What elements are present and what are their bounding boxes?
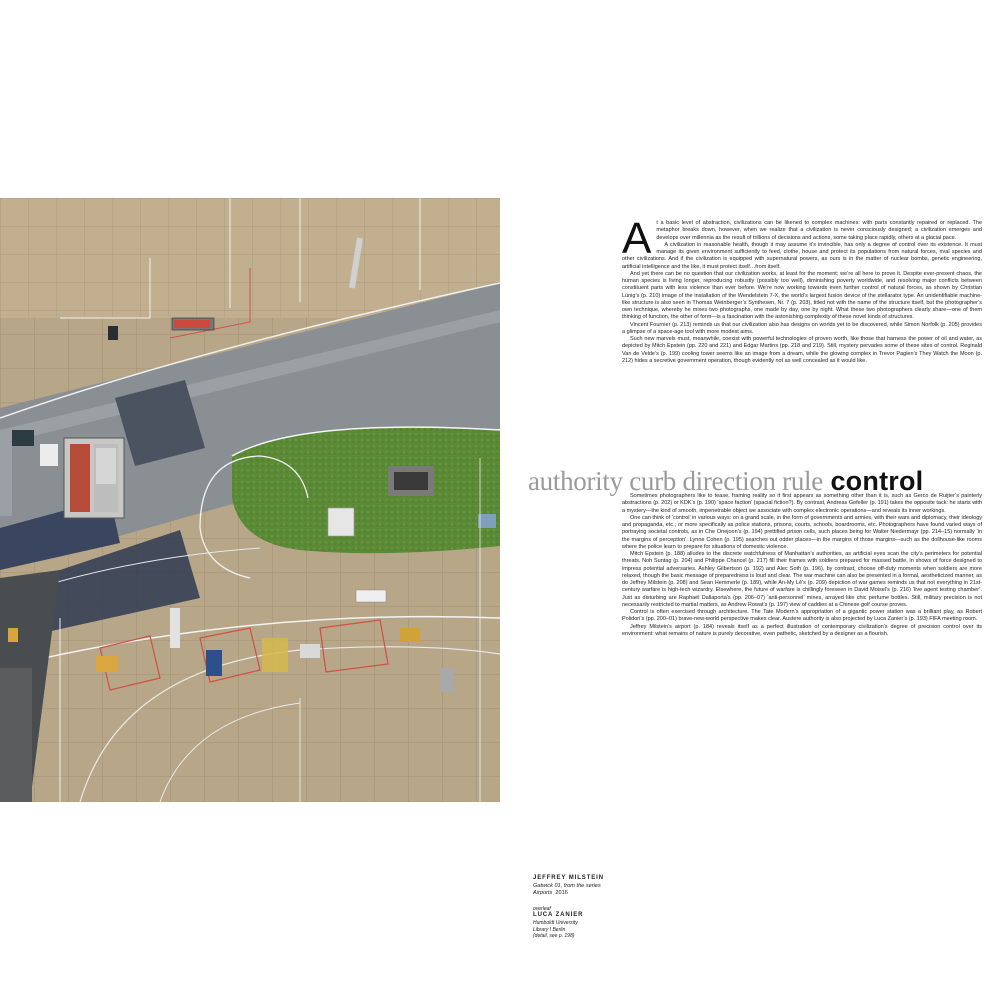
article-paragraph: Vincent Fournier (p. 213) reminds us that our civilization also has designs on worlds yet to be discovered, while Simon Norfolk (p. 205) provides a glimpse of a space-age tool with more modest aims. bbox=[622, 321, 982, 335]
caption-year: 2016 bbox=[555, 890, 568, 897]
article-paragraph: Mitch Epstein (p. 188) alludes to the discrete watchfulness of Manhattan’s authorities, as artificial eyes scan the city’s perimeters for potential threats. Noh Suntag (p. 204) and Philippe Chancel (p. 217) fill their frames with soldiers prepared for massed battle, in shows of force designed to impress potential adversaries. Ashley Gilbertson (p. 192) and Alec Soth (p. 196), by contrast, choose off-duty moments when soldiers are more relaxed, though the basic message of preparedness is loud and clear. The war machine can also be presented in a formal, aestheticized manner, as do Jeffrey Milstein (p. 208) and Sean Hemmerle (p. 189), while An-My Lê’s (p. 209) depiction of war games reminds us that not everything in 21st-century warfare is high-tech wizardry. Elsewhere, the future of warfare is chillingly foreseen in David Moisel’s (p. 216) ‘live agent testing chamber’. Just as disturbing are Raphaël Dallaporta’s (pp. 206–07) ‘anti-personnel’ mines, arrayed like chic perfume bottles. Still, military precision is not necessarily restricted to martial matters, as Andrew Rowat’s (p. 197) view of caddies at a Chinese golf course proves. bbox=[622, 551, 982, 608]
photo-caption bbox=[533, 875, 611, 940]
article-paragraph: Jeffrey Milstein’s airport (p. 184) reveals itself as a perfect illustration of contemporary civilization’s degree of precision control over its environment: what remains of nature is purely decorative, even pathetic, sketched by a designer as a flourish. bbox=[622, 623, 982, 637]
caption-photographer: JEFFREY MILSTEIN bbox=[533, 875, 604, 881]
caption-overleaf-line3: (detail, see p. 198) bbox=[533, 933, 575, 940]
caption-title-line1: Gatwick 01, from the series bbox=[533, 882, 601, 889]
caption-overleaf-artist: LUCA ZANIER bbox=[533, 912, 584, 919]
article-paragraph: Sometimes photographers like to tease, framing reality so it first appears as something other than it is, such as Gerco de Ruijter’s painterly abstractions (p. 202) or KDK’s (p. 190) ‘space faction’ (spacial fiction?). By contrast, Andreas Gefeller (p. 191) takes the opposite tack: he starts with a mystery—the kind of smooth, impenetrable object we associate with complex electronic operations—and reveals its inner workings. bbox=[622, 493, 982, 514]
article-paragraph: Control is often exercised through architecture. The Tate Modern’s appropriation of a gigantic power station was a brilliant play, as Robert Polidori’s (pp. 200–01) brave-new-world perspective makes clear. Austere authority is also projected by Luca Zanier’s (p. 193) FIFA meeting room. bbox=[622, 609, 982, 623]
aerial-airport-photo bbox=[0, 198, 500, 802]
article-paragraph: And yet there can be no question that our civilization works, at least for the moment; we’re all here to prove it. Despite ever-present chaos, the human species is living longer, reproducing robustly (possibly too well), diminishing poverty worldwide, and resolving major conflicts between constituent parts with less violence than ever before. We’re now working towards even further control of natural forces, as shown by Christian Lünig’s (p. 210) image of the installation of the Wendelstein 7-X, the world’s largest fusion device of the stellarator type. An unidentifiable machine-like structure is also seen in Thomas Weinberger’s Synthesen, Nr. 7 (p. 203), titled not with the name of the structure itself, but the photographer’s own technique, whereby he mixes two photographs, one made by day, one by night. What these two photographers clearly share—one of them thinking of function, the other of form—is a fascination with the astonishing complexity of these novel kinds of structures. bbox=[622, 270, 982, 321]
section-headline bbox=[528, 466, 988, 496]
caption-overleaf-line2: Library I Berlin bbox=[533, 926, 566, 933]
headline-bold-word: control bbox=[830, 466, 924, 496]
article-paragraph: At a basic level of abstraction, civilizations can be likened to complex machines: with parts constantly repaired or replaced. The metaphor breaks down, however, when we realize that a civilization is never consciously designed; a civilization emerges and develops over millennia as the result of trillions of decisions and actions, some taking place rapidly, others at a glacial pace. bbox=[622, 214, 982, 263]
caption-overleaf-line1: Humboldt University bbox=[533, 919, 578, 926]
drop-cap: A bbox=[622, 214, 652, 263]
headline-light-words: authority curb direction rule bbox=[528, 466, 823, 496]
article-paragraph: One can think of ‘control’ in various ways: on a grand scale, in the form of governments and armies, with their wars and diplomacy, their ideology and propaganda, etc.; or more specifically as police stations, prisons, courts, schools, boardrooms, etc. Photographers have found varied ways of portraying societal controls, as in Che Onejoon’s (p. 194) prettified prison cells, such places being for Walter Niedermayr (pp. 214–15) normally ‘in the margins of perception’. Lynne Cohen (p. 195) searches out odder places—in the margins of those margins—such as the dollhouse-like rooms where the police learn to prepare for situations of domestic violence. bbox=[622, 514, 982, 550]
article-paragraph: A civilization in reasonable health, though it may assume it’s invincible, has only a degree of control over its existence. It must manage its given environment sufficiently to feed, clothe, house and protect its populations from natural forces, rival species and other civilizations. And if the civilization is equipped with supernatural powers, as ours is in the matter of nuclear bombs, genetic engineering, artificial intelligence and the like, it must protect itself…from itself. bbox=[622, 241, 982, 270]
caption-title-line2: Airports bbox=[533, 890, 553, 897]
article-body-bottom bbox=[622, 493, 982, 638]
article-body-top bbox=[622, 214, 982, 365]
caption-overleaf-label: overleaf bbox=[533, 905, 551, 912]
article-paragraph: Such new marvels must, meanwhile, coexist with powerful technologies of proven worth, like those that harness the power of oil and water, as depicted by Mitch Epstein (pp. 220 and 221) and Edgar Martins (pp. 218 and 219). Still, mystery pervades some of these sites of control. Reginald Van de Velde’s (p. 199) cooling tower seems like an image from a dream, while the glowing complex in Trevor Paglen’s They Watch the Moon (p. 212) hides a secretive government operation, though evidently not as well concealed as it would like. bbox=[622, 336, 982, 364]
airport-apron-illustration bbox=[0, 198, 500, 802]
